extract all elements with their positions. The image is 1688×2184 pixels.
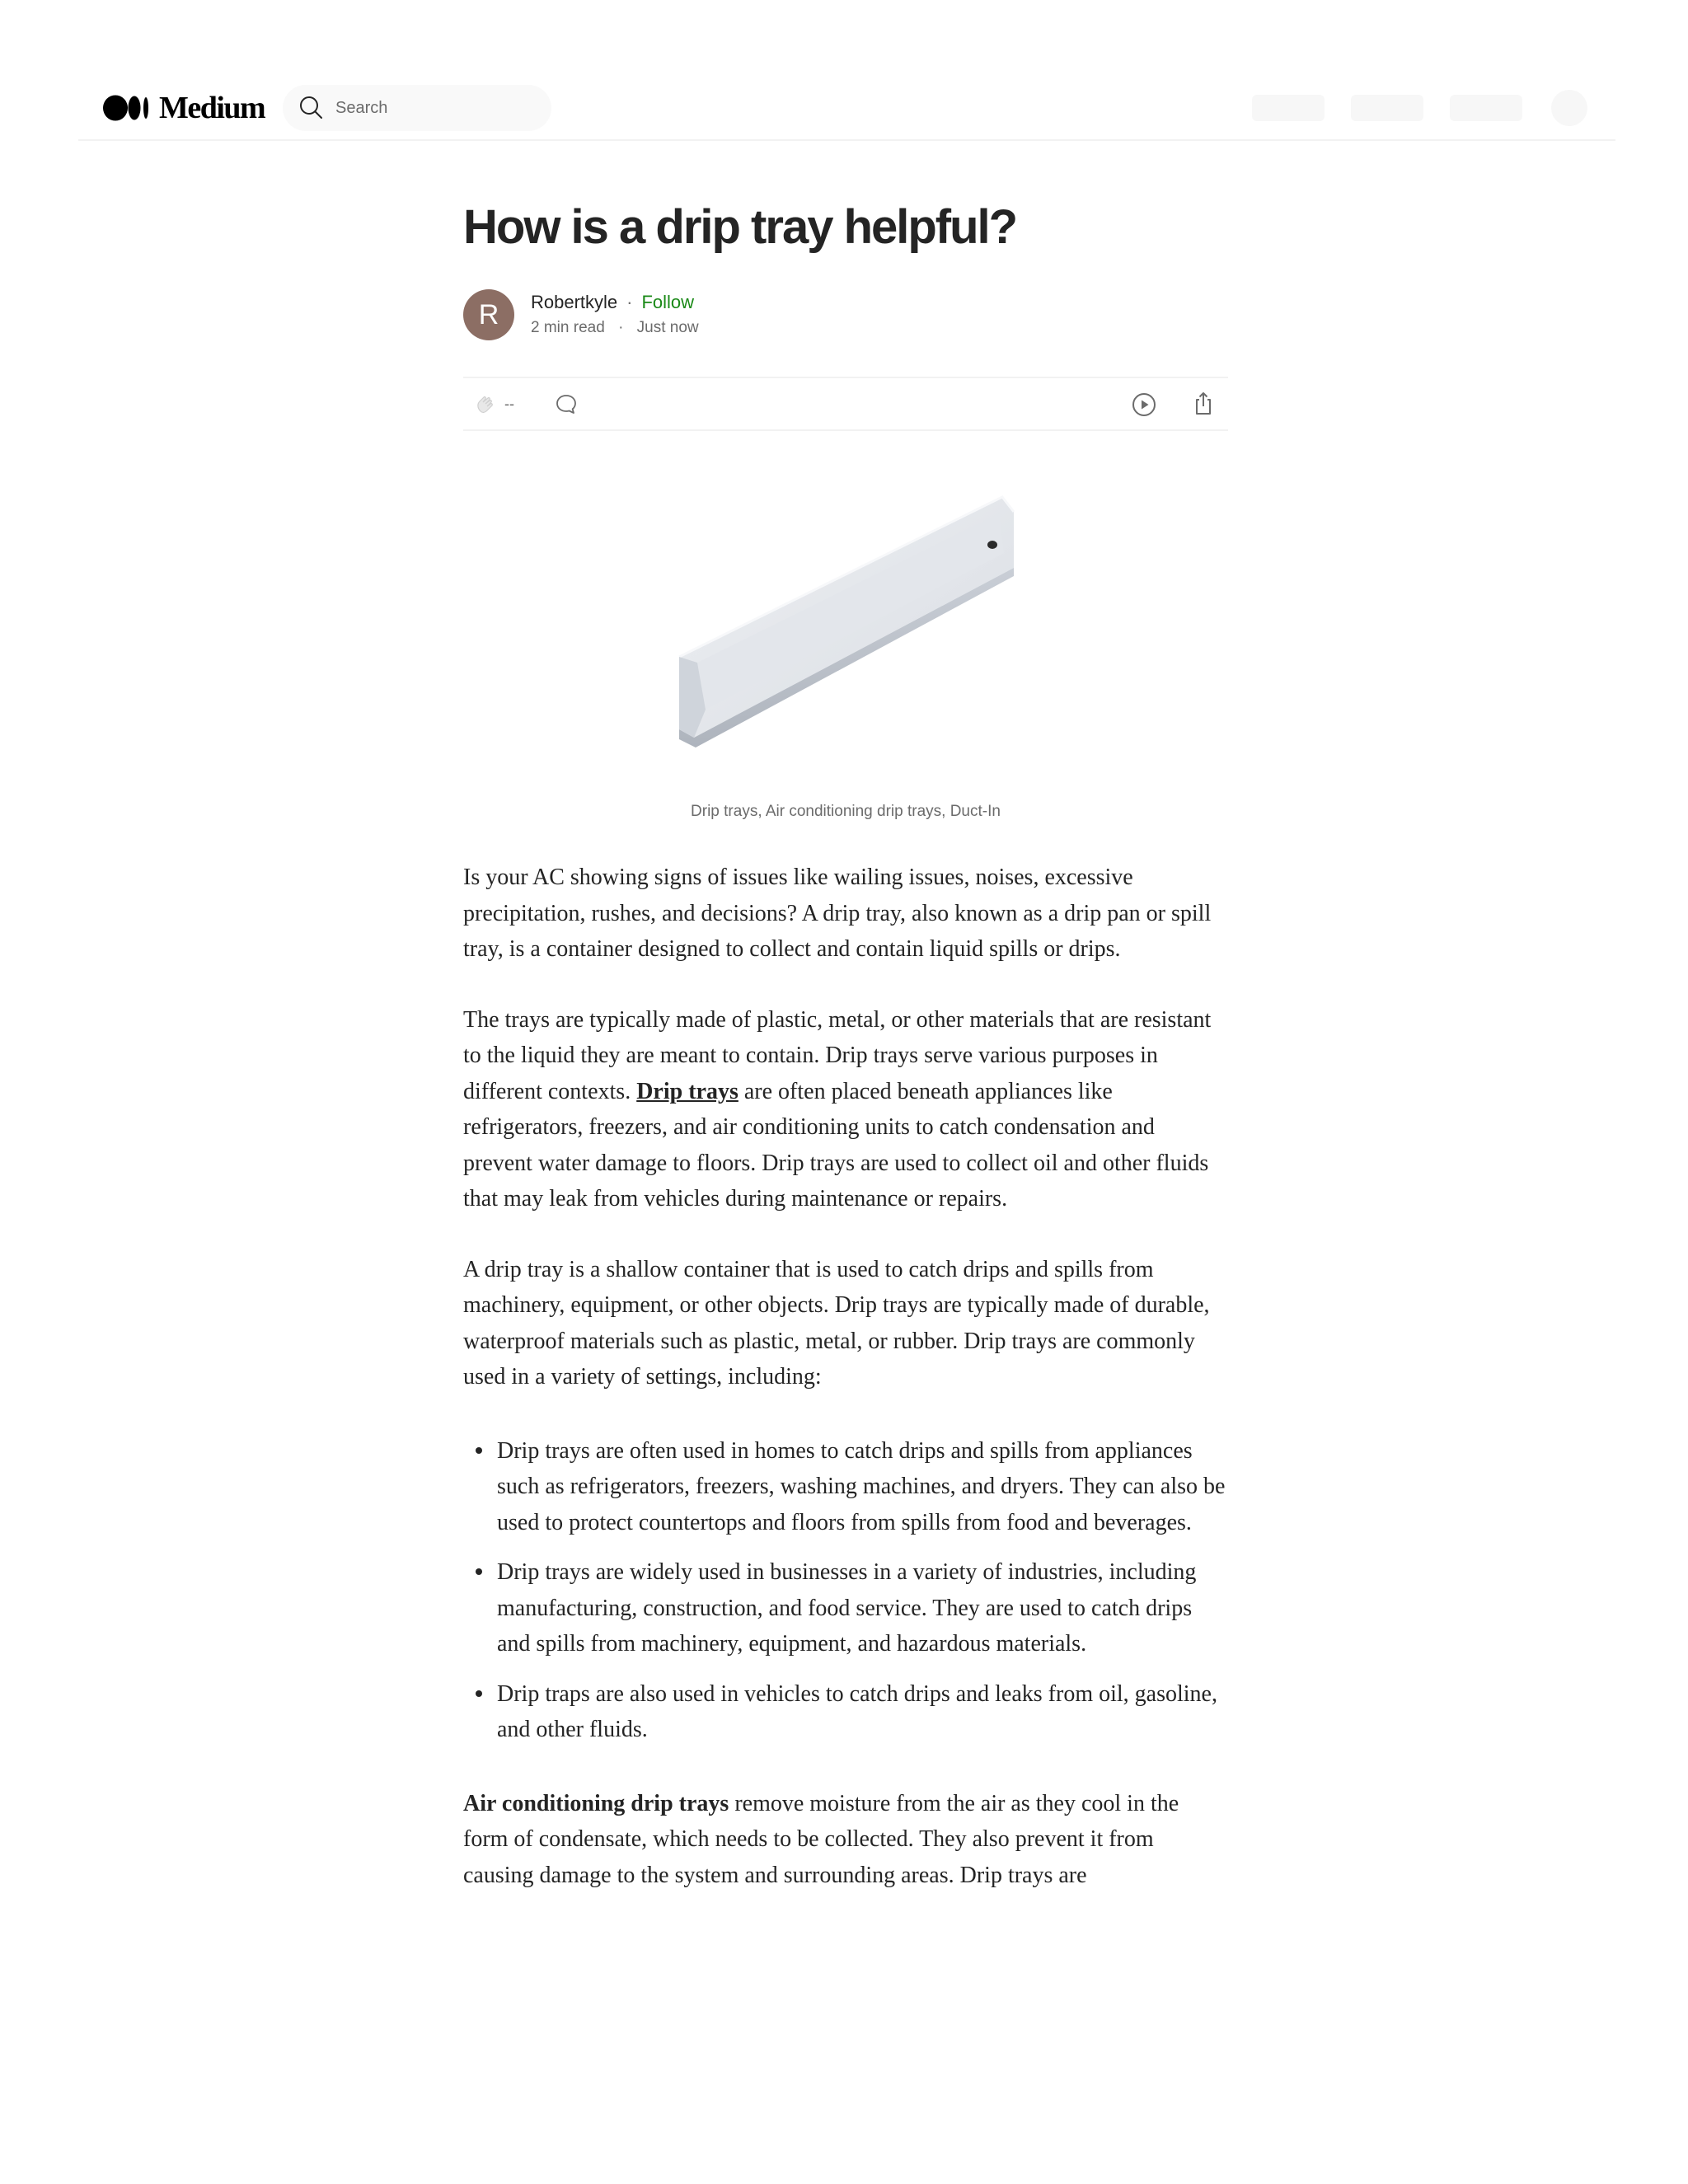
paragraph: [463, 1786, 1228, 1894]
play-circle-icon: [1131, 391, 1157, 418]
publish-time: Just now: [636, 319, 699, 336]
logo-wordmark: Medium: [159, 91, 265, 125]
paragraph-text: remove moisture from the air as they cool in the form of condensate, which needs to be collected. They also prevent it from causing damage to the system and surrounding areas. Drip trays are: [463, 1790, 1179, 1888]
read-time: 2 min read: [531, 319, 605, 336]
paragraph-text: are often placed beneath appliances like refrigerators, freezers, and air conditioning units to catch condensation and prevent water damage to floors. Drip trays are used to collect oil and other fluids that may leak from vehicles during maintenance or repairs.: [463, 1078, 1209, 1212]
article-body: [463, 860, 1228, 1893]
paragraph-text: The trays are typically made of plastic, metal, or other materials that are resistant to the liquid they are meant to contain. Drip trays serve various purposes in different contexts.: [463, 1006, 1212, 1104]
article-action-bar: [463, 377, 1228, 431]
nav-action-placeholder: [1252, 95, 1325, 121]
paragraph: [463, 1002, 1228, 1217]
medium-logo-icon: [103, 95, 151, 121]
comment-icon: [554, 392, 579, 417]
drip-trays-link[interactable]: Drip trays: [636, 1078, 738, 1104]
list-item: Drip trays are widely used in businesses in a variety of industries, including manufacturing, construction, and food service. They are used to catch drips and spills from machinery, equipment, and hazardous materials.: [463, 1554, 1228, 1662]
list-item: Drip trays are often used in homes to catch drips and spills from appliances such as refrigerators, freezers, washing machines, and dryers. They can also be used to protect countertops and floors from spills from food and beverages.: [463, 1433, 1228, 1541]
figure-caption: Drip trays, Air conditioning drip trays, Duct-In: [691, 803, 1001, 820]
share-icon: [1190, 390, 1217, 418]
search-input[interactable]: [335, 99, 533, 118]
medium-logo[interactable]: [103, 90, 265, 126]
listen-button[interactable]: [1131, 391, 1157, 422]
bold-phrase: Air conditioning drip trays: [463, 1790, 729, 1816]
author-avatar[interactable]: [463, 289, 514, 340]
clap-count: --: [504, 395, 514, 412]
author-avatar-initial: R: [478, 298, 499, 330]
drip-tray-image[interactable]: [673, 494, 1019, 774]
clap-button[interactable]: [473, 391, 514, 417]
article-title: How is a drip tray helpful?: [463, 200, 1017, 254]
top-navigation: [78, 78, 1615, 141]
nav-action-placeholder: [1450, 95, 1522, 121]
paragraph: A drip tray is a shallow container that is used to catch drips and spills from machinery, equipment, or other objects. Drip trays are typically made of durable, waterproof materials such as plastic, metal, or rubber. Drip trays are commonly used in a variety of settings, including:: [463, 1256, 1210, 1390]
paragraph: Is your AC showing signs of issues like wailing issues, noises, excessive precipitation, rushes, and decisions? A drip tray, also known as a drip pan or spill tray, is a container designed to collect and contain liquid spills or drips.: [463, 865, 1212, 962]
article: [463, 198, 1228, 1928]
search-bar[interactable]: [283, 85, 551, 131]
separator-dot: ·: [618, 319, 624, 336]
article-figure: [463, 494, 1228, 823]
byline-meta-row: [531, 316, 699, 340]
share-button[interactable]: [1190, 390, 1217, 422]
separator-dot: ·: [626, 292, 633, 312]
author-name[interactable]: Robertkyle: [531, 292, 618, 312]
user-avatar-placeholder[interactable]: [1551, 90, 1587, 126]
list-item: Drip traps are also used in vehicles to catch drips and leaks from oil, gasoline, and other fluids.: [463, 1676, 1228, 1748]
nav-action-placeholder: [1351, 95, 1423, 121]
byline: [463, 288, 1228, 341]
search-icon: [298, 94, 326, 122]
byline-author-row: [531, 290, 699, 315]
comment-button[interactable]: [554, 392, 579, 421]
byline-text: [531, 290, 699, 340]
follow-button[interactable]: Follow: [641, 292, 695, 312]
bullet-list: [463, 1433, 1228, 1748]
clap-icon: [473, 391, 499, 417]
